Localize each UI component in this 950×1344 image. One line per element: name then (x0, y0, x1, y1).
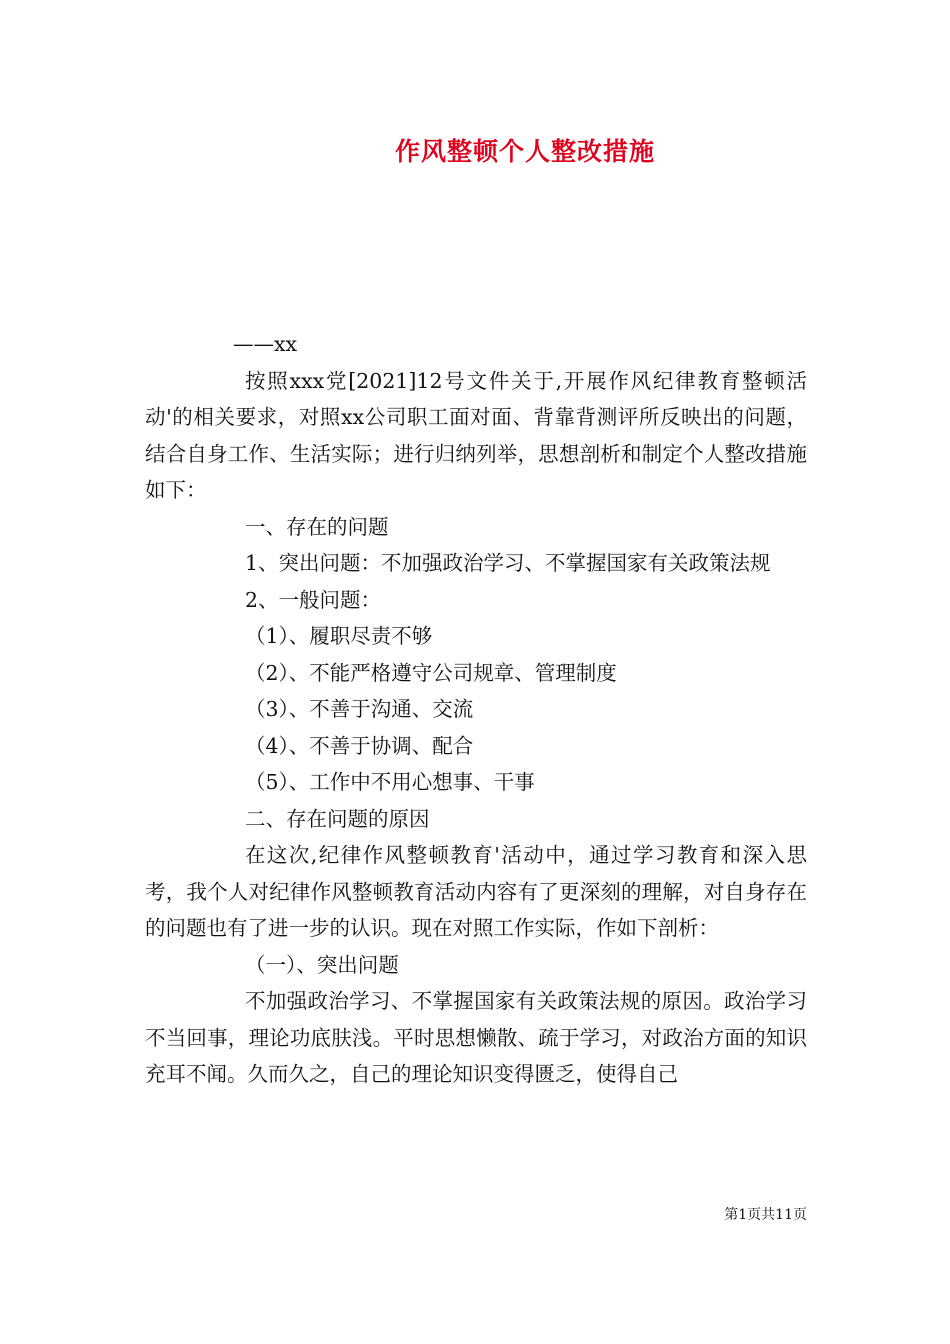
causes-intro-paragraph: 在这次,纪律作风整顿教育'活动中，通过学习教育和深入思考，我个人对纪律作风整顿教育活动内容有了更深刻的理解，对自身存在的问题也有了进一步的认识。现在对照工作实际，作如下剖析： (145, 843, 807, 940)
section-heading-problems: 一、存在的问题 (245, 514, 389, 539)
problem-subitem-2: （2）、不能严格遵守公司规章、管理制度 (245, 660, 617, 685)
section-heading-causes: 二、存在问题的原因 (245, 806, 430, 831)
problem-subitem-4: （4）、不善于协调、配合 (245, 733, 474, 758)
problem-subitem-5: （5）、工作中不用心想事、干事 (245, 770, 535, 794)
problem-item-2: 2、一般问题： (245, 587, 382, 612)
cause-paragraph-1: 不加强政治学习、不掌握国家有关政策法规的原因。政治学习不当回事，理论功底肤浅。平时思想懒散、疏于学习，对政治方面的知识充耳不闻。久而久之，自己的理论知识变得匮乏，使得自己 (145, 989, 807, 1086)
page-number-footer: 第1页共11页 (724, 1207, 807, 1223)
problem-item-1: 1、突出问题：不加强政治学习、不掌握国家有关政策法规 (245, 551, 771, 575)
document-body (145, 326, 807, 1093)
document-title: 作风整顿个人整改措施 (394, 137, 655, 166)
subheading-prominent-problem: （一）、突出问题 (245, 952, 399, 977)
signature: ——xx (233, 332, 298, 356)
intro-paragraph: 按照xxx党[2021]12号文件关于,开展作风纪律教育整顿活动'的相关要求，对照xx公司职工面对面、背靠背测评所反映出的问题，结合自身工作、生活实际；进行归纳列举，思想剖析和制定个人整改措施如下： (145, 368, 807, 502)
problem-subitem-3: （3）、不善于沟通、交流 (245, 697, 474, 721)
problem-subitem-1: （1）、履职尽责不够 (245, 624, 433, 648)
